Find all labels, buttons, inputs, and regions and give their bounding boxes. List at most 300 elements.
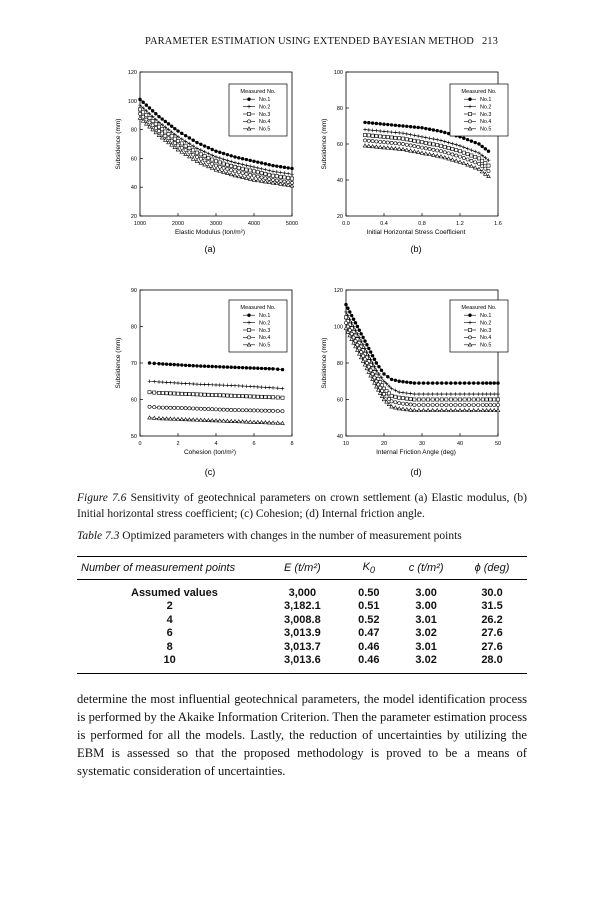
x-tick-label: 0.8	[418, 221, 426, 227]
legend-entry: No.4	[480, 119, 492, 126]
data-point	[252, 174, 255, 177]
data-point	[470, 159, 473, 162]
x-tick-label: 10	[342, 441, 350, 447]
x-tick-label: 50	[494, 441, 502, 447]
data-point	[398, 402, 401, 405]
legend-entry: No.1	[259, 313, 271, 319]
data-point	[344, 303, 347, 306]
data-point	[203, 154, 206, 157]
data-point	[385, 395, 388, 398]
data-point	[375, 134, 378, 137]
data-point	[173, 406, 176, 409]
header-k0-subscript: 0	[369, 565, 376, 576]
data-point	[447, 152, 450, 155]
data-point	[161, 391, 164, 394]
data-point	[394, 389, 398, 393]
x-tick-label: 0.4	[380, 221, 388, 227]
data-point	[260, 161, 263, 164]
data-point	[218, 156, 222, 160]
data-point	[233, 155, 236, 158]
data-point	[290, 167, 293, 170]
data-point	[256, 175, 259, 178]
data-point	[375, 122, 378, 125]
data-point	[363, 144, 367, 147]
x-tick-label: 1.6	[494, 221, 502, 227]
data-point	[157, 406, 160, 409]
data-point	[203, 365, 206, 368]
data-point	[180, 142, 183, 145]
data-point	[252, 170, 255, 173]
data-point	[165, 381, 169, 385]
data-point	[481, 398, 484, 401]
data-point	[184, 152, 188, 155]
data-point	[489, 409, 493, 412]
x-tick-label: 40	[456, 441, 464, 447]
data-point	[413, 403, 416, 406]
data-point	[481, 159, 484, 162]
data-point	[199, 153, 202, 156]
legend-entry: No.5	[480, 342, 492, 349]
cell-k0: 0.47	[358, 627, 380, 640]
data-point	[283, 166, 286, 169]
table-body	[77, 580, 527, 674]
data-point	[207, 407, 210, 410]
data-point	[371, 121, 374, 124]
data-point	[264, 395, 267, 398]
data-point	[472, 398, 475, 401]
data-point	[401, 397, 404, 400]
data-point	[413, 134, 417, 138]
data-point	[451, 147, 454, 150]
data-point	[271, 164, 274, 167]
cell-phi: 26.2	[481, 613, 503, 626]
data-point	[447, 141, 451, 145]
data-point	[401, 142, 404, 145]
data-point	[468, 112, 471, 115]
data-point	[199, 383, 203, 387]
data-point	[363, 339, 366, 342]
data-point	[496, 403, 499, 406]
x-tick-label: 8	[290, 441, 294, 447]
data-point	[467, 409, 471, 412]
data-point	[432, 143, 435, 146]
data-point	[445, 398, 448, 401]
data-point	[169, 381, 173, 385]
data-point	[276, 386, 280, 390]
data-point	[485, 398, 488, 401]
data-point	[432, 148, 435, 151]
cell-e: 3,013.9	[284, 627, 321, 640]
chart-panel	[115, 70, 298, 254]
data-point	[417, 403, 420, 406]
data-point	[249, 173, 252, 176]
data-point	[203, 393, 206, 396]
data-point	[422, 381, 425, 384]
data-point	[440, 392, 444, 396]
data-point	[237, 156, 240, 159]
data-point	[468, 314, 471, 317]
data-point	[142, 111, 145, 114]
table-caption	[77, 528, 537, 544]
data-point	[229, 384, 233, 388]
data-point	[431, 392, 435, 396]
data-point	[454, 143, 458, 147]
data-point	[455, 149, 458, 152]
data-point	[426, 403, 429, 406]
y-tick-label: 40	[336, 434, 343, 440]
data-point	[164, 120, 167, 123]
data-point	[445, 409, 449, 412]
data-point	[424, 136, 428, 140]
data-point	[481, 409, 485, 412]
data-point	[458, 155, 461, 158]
data-point	[487, 164, 490, 167]
data-point	[161, 380, 165, 384]
data-point	[214, 164, 217, 167]
data-point	[154, 127, 157, 130]
data-point	[394, 395, 397, 398]
data-point	[188, 155, 192, 158]
data-point	[218, 394, 221, 397]
data-point	[184, 364, 187, 367]
data-point	[199, 148, 203, 152]
data-point	[360, 332, 363, 335]
data-point	[271, 396, 274, 399]
data-point	[214, 365, 217, 368]
legend-entry: No.1	[259, 97, 271, 103]
data-point	[401, 391, 405, 395]
data-point	[283, 176, 286, 179]
data-point	[455, 154, 458, 157]
data-point	[382, 392, 385, 395]
data-point	[195, 151, 198, 154]
data-point	[160, 117, 163, 120]
data-point	[271, 386, 275, 390]
data-point	[426, 409, 430, 412]
data-point	[449, 392, 453, 396]
data-point	[440, 409, 444, 412]
data-point	[413, 398, 416, 401]
data-point	[413, 139, 416, 142]
x-tick-label: 30	[418, 441, 426, 447]
data-point	[214, 383, 218, 387]
header-elastic-modulus: E (t/m²)	[284, 562, 321, 574]
table-row	[77, 640, 527, 654]
data-point	[249, 159, 252, 162]
data-point	[184, 134, 187, 137]
data-point	[417, 381, 420, 384]
data-point	[207, 152, 211, 156]
legend-entry: No.4	[480, 335, 492, 342]
data-point	[279, 171, 283, 175]
data-point	[188, 392, 191, 395]
data-point	[344, 321, 347, 324]
cell-c: 3.00	[415, 586, 437, 599]
data-point	[192, 139, 195, 142]
cell-k0: 0.51	[358, 600, 380, 613]
y-tick-label: 60	[130, 397, 137, 404]
legend-entry: No.3	[259, 327, 271, 334]
data-point	[417, 392, 421, 396]
data-point	[474, 161, 477, 164]
parameters-table	[77, 556, 527, 674]
data-point	[426, 381, 429, 384]
data-point	[458, 409, 462, 412]
data-point	[420, 146, 423, 149]
data-point	[473, 150, 477, 154]
data-point	[207, 365, 210, 368]
data-point	[245, 172, 248, 175]
cell-e: 3,000	[288, 586, 317, 599]
y-tick-label: 80	[130, 127, 137, 134]
data-point	[398, 142, 401, 145]
data-point	[470, 139, 473, 142]
data-point	[371, 140, 374, 143]
data-point	[222, 394, 225, 397]
x-tick-label: 4000	[247, 221, 261, 227]
data-point	[409, 397, 412, 400]
data-point	[180, 137, 184, 141]
series-no4	[148, 405, 284, 413]
panel-label: (c)	[204, 467, 216, 477]
legend-entry: No.3	[480, 111, 492, 118]
data-point	[394, 136, 397, 139]
data-point	[222, 152, 225, 155]
data-point	[380, 369, 383, 372]
data-point	[256, 171, 259, 174]
data-point	[382, 135, 385, 138]
data-point	[188, 382, 192, 386]
data-point	[281, 396, 284, 399]
x-axis-label: Initial Horizontal Stress Coefficient	[366, 229, 466, 236]
data-point	[386, 130, 390, 134]
data-point	[148, 391, 151, 394]
data-point	[367, 347, 370, 350]
data-point	[164, 134, 167, 137]
data-point	[463, 392, 467, 396]
data-point	[373, 358, 376, 361]
data-point	[458, 381, 461, 384]
data-point	[413, 392, 417, 396]
cell-e: 3,013.7	[284, 640, 321, 653]
data-point	[184, 382, 188, 386]
data-point	[484, 162, 487, 165]
data-point	[424, 127, 427, 130]
data-point	[451, 142, 455, 146]
chart-panel	[321, 288, 508, 477]
data-point	[379, 122, 382, 125]
header-k0	[342, 557, 395, 580]
data-point	[192, 153, 195, 156]
y-tick-label: 80	[130, 324, 137, 331]
data-point	[481, 403, 484, 406]
data-point	[222, 162, 225, 165]
data-point	[467, 392, 471, 396]
data-point	[435, 392, 439, 396]
data-point	[256, 395, 259, 398]
data-point	[481, 165, 484, 168]
y-tick-label: 80	[336, 106, 343, 112]
data-point	[210, 153, 214, 157]
data-point	[165, 406, 168, 409]
data-point	[422, 403, 425, 406]
data-point	[268, 367, 271, 370]
data-point	[148, 106, 151, 109]
data-point	[211, 148, 214, 151]
data-point	[489, 392, 493, 396]
data-point	[241, 167, 244, 170]
data-point	[256, 166, 260, 170]
data-point	[157, 115, 160, 118]
data-point	[256, 409, 259, 412]
data-point	[230, 154, 233, 157]
data-point	[436, 403, 439, 406]
data-point	[390, 130, 394, 134]
data-point	[279, 175, 282, 178]
data-point	[394, 142, 397, 145]
data-point	[237, 166, 240, 169]
data-point	[195, 159, 199, 162]
data-point	[422, 409, 426, 412]
legend-entry: No.2	[259, 320, 271, 327]
data-point	[468, 336, 471, 339]
data-point	[458, 144, 462, 148]
data-point	[485, 409, 489, 412]
panel-label: (b)	[410, 244, 422, 254]
data-point	[167, 137, 170, 140]
data-point	[180, 363, 183, 366]
data-point	[145, 118, 148, 121]
table-row	[77, 580, 527, 600]
data-point	[417, 409, 421, 412]
data-point	[487, 150, 490, 153]
y-tick-label: 40	[336, 178, 343, 184]
data-point	[245, 164, 249, 168]
data-point	[432, 128, 435, 131]
data-point	[256, 160, 259, 163]
y-axis-label: Subsidence (mm)	[321, 337, 328, 389]
data-point	[477, 403, 480, 406]
data-point	[195, 141, 198, 144]
data-point	[184, 148, 187, 151]
legend-entry: No.4	[259, 119, 271, 126]
data-point	[449, 381, 452, 384]
x-axis-label: Internal Friction Angle (deg)	[376, 449, 456, 456]
data-point	[267, 169, 271, 173]
cell-points: 2	[166, 600, 173, 613]
page-number: 213	[481, 36, 499, 47]
data-point	[252, 385, 256, 389]
data-point	[169, 406, 172, 409]
data-point	[141, 101, 144, 104]
data-point	[203, 144, 206, 147]
x-tick-label: 3000	[209, 221, 223, 227]
data-point	[245, 409, 248, 412]
figure-caption-label: Figure 7.6	[77, 492, 127, 504]
cell-c: 3.00	[415, 600, 437, 613]
data-point	[367, 121, 370, 124]
data-point	[176, 140, 179, 143]
data-point	[422, 398, 425, 401]
data-point	[195, 393, 198, 396]
table-caption-label: Table 7.3	[77, 530, 120, 542]
data-point	[377, 365, 380, 368]
data-point	[481, 392, 485, 396]
data-point	[466, 158, 469, 161]
data-point	[496, 392, 500, 396]
data-point	[462, 137, 465, 140]
legend	[229, 84, 287, 136]
data-point	[142, 115, 145, 118]
data-point	[468, 403, 471, 406]
data-point	[428, 128, 431, 131]
data-point	[218, 383, 222, 387]
data-point	[436, 129, 439, 132]
data-point	[413, 125, 416, 128]
data-point	[493, 403, 496, 406]
data-point	[424, 147, 427, 150]
legend	[450, 300, 508, 352]
data-point	[268, 396, 271, 399]
series-no2	[148, 379, 285, 390]
data-point	[207, 161, 210, 164]
data-point	[173, 127, 176, 130]
data-point	[443, 140, 447, 144]
data-point	[382, 123, 385, 126]
data-point	[470, 154, 473, 157]
data-point	[271, 409, 274, 412]
data-point	[361, 336, 364, 339]
data-point	[214, 155, 218, 159]
data-point	[260, 171, 263, 174]
cell-points: 8	[166, 640, 173, 653]
data-point	[154, 122, 157, 125]
y-tick-label: 60	[336, 142, 343, 148]
data-point	[367, 139, 370, 142]
data-point	[222, 383, 226, 387]
data-point	[256, 385, 260, 389]
data-point	[138, 98, 141, 101]
data-point	[371, 354, 374, 357]
data-point	[260, 367, 263, 370]
data-point	[184, 144, 187, 147]
data-point	[211, 365, 214, 368]
legend-entry: No.2	[480, 320, 492, 327]
data-point	[474, 141, 477, 144]
chart-panel	[321, 70, 508, 254]
data-point	[245, 168, 248, 171]
data-point	[386, 141, 389, 144]
data-point	[281, 387, 285, 391]
data-point	[409, 392, 413, 396]
data-point	[199, 393, 202, 396]
data-point	[148, 116, 151, 119]
data-point	[172, 381, 176, 385]
data-point	[188, 407, 191, 410]
data-point	[363, 133, 366, 136]
data-point	[233, 366, 236, 369]
cell-c: 3.01	[415, 613, 437, 626]
y-tick-label: 20	[130, 214, 137, 220]
y-tick-label: 100	[333, 324, 343, 331]
data-point	[271, 174, 274, 177]
data-point	[153, 406, 156, 409]
y-tick-label: 120	[127, 70, 137, 76]
data-point	[170, 135, 173, 138]
y-tick-label: 40	[130, 185, 137, 192]
data-point	[398, 137, 401, 140]
data-point	[245, 384, 249, 388]
